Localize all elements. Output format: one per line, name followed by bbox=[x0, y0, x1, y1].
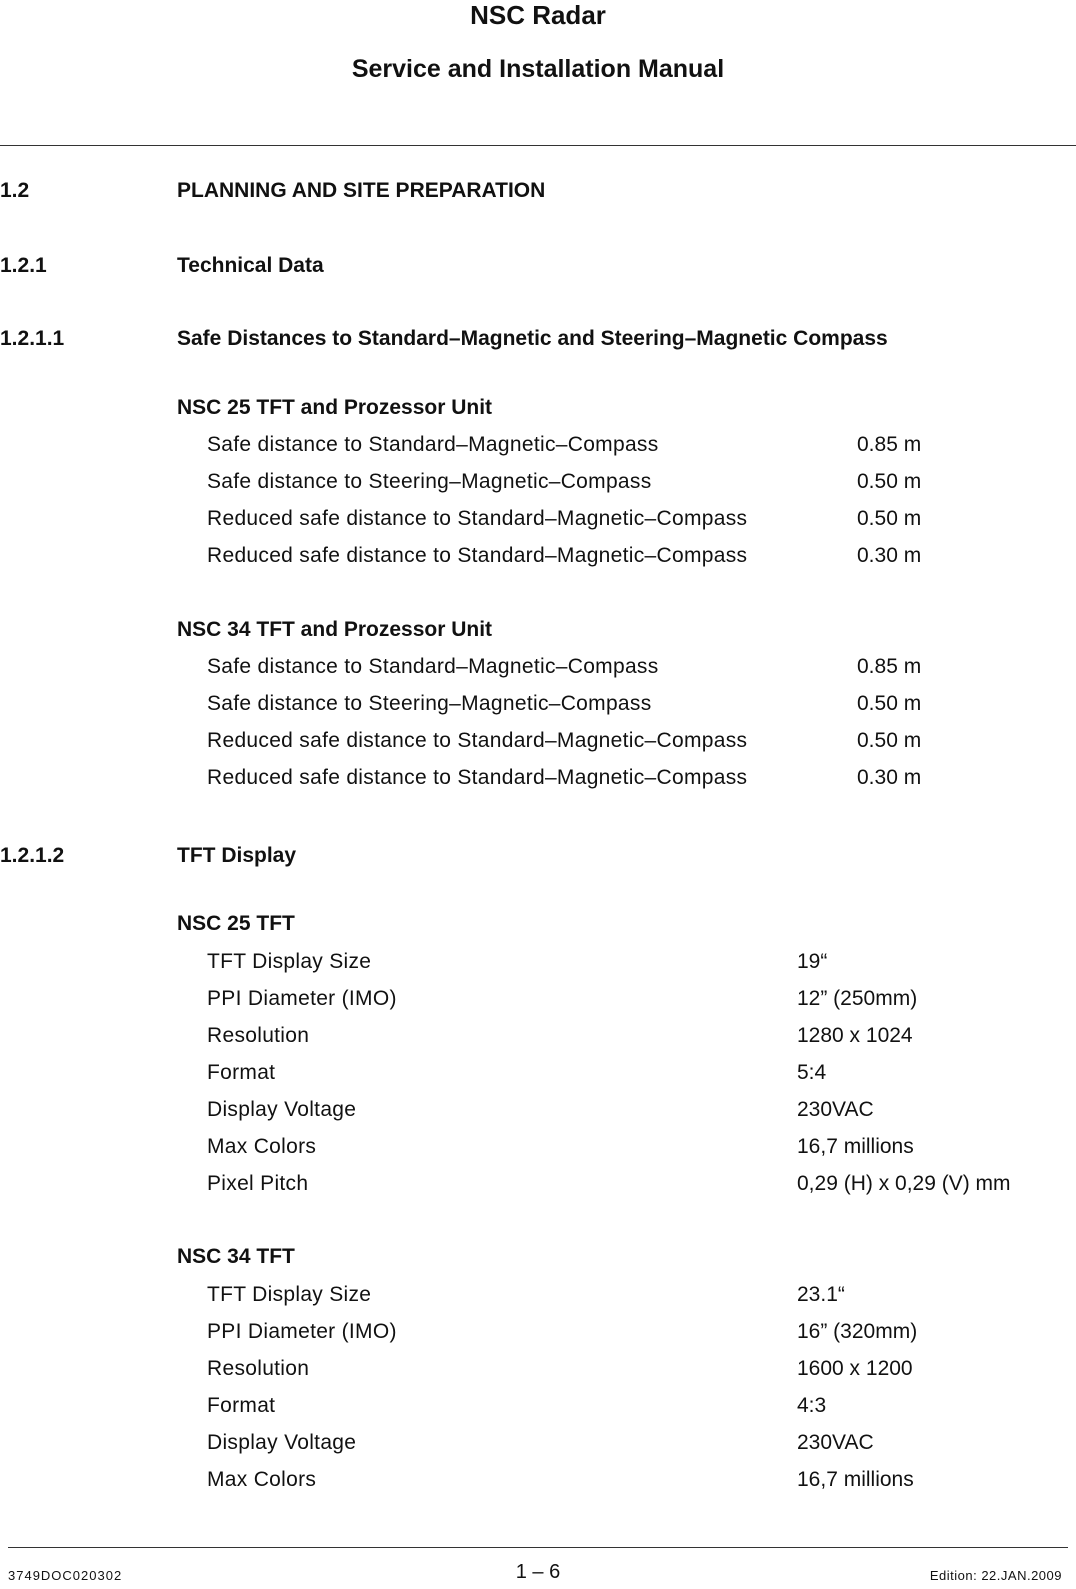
section-number-1-2-1-1: 1.2.1.1 bbox=[0, 327, 65, 350]
section-title-1-2-1: Technical Data bbox=[177, 254, 324, 277]
spec-row-value: 230VAC bbox=[797, 1431, 874, 1454]
compass-row-label: Reduced safe distance to Standard–Magnetic–Compass bbox=[207, 544, 748, 567]
group-title-nsc25-compass: NSC 25 TFT and Prozessor Unit bbox=[177, 396, 493, 419]
spec-row-label: Display Voltage bbox=[207, 1098, 357, 1121]
footer-divider bbox=[8, 1547, 1068, 1548]
section-title-1-2: PLANNING AND SITE PREPARATION bbox=[177, 179, 546, 202]
spec-row-label: TFT Display Size bbox=[207, 1283, 372, 1306]
spec-row-value: 19“ bbox=[797, 950, 828, 973]
document-title: NSC Radar bbox=[470, 0, 606, 30]
spec-row-value: 230VAC bbox=[797, 1098, 874, 1121]
spec-row-value: 1280 x 1024 bbox=[797, 1024, 913, 1047]
spec-row-value: 0,29 (H) x 0,29 (V) mm bbox=[797, 1172, 1011, 1195]
compass-row-label: Safe distance to Steering–Magnetic–Compass bbox=[207, 692, 652, 715]
spec-row-value: 4:3 bbox=[797, 1394, 827, 1417]
spec-row-value: 1600 x 1200 bbox=[797, 1357, 913, 1380]
spec-row-label: Display Voltage bbox=[207, 1431, 357, 1454]
footer-edition: Edition: 22.JAN.2009 bbox=[929, 1568, 1062, 1583]
section-number-1-2: 1.2 bbox=[0, 179, 30, 202]
compass-row-label: Safe distance to Standard–Magnetic–Compass bbox=[207, 655, 659, 678]
spec-row-label: Format bbox=[207, 1394, 276, 1417]
compass-row-label: Safe distance to Standard–Magnetic–Compass bbox=[207, 433, 659, 456]
spec-row-value: 12” (250mm) bbox=[797, 987, 918, 1010]
section-number-1-2-1: 1.2.1 bbox=[0, 254, 47, 277]
spec-row-value: 5:4 bbox=[797, 1061, 827, 1084]
compass-row-value: 0.50 m bbox=[857, 692, 922, 715]
spec-row-label: PPI Diameter (IMO) bbox=[207, 987, 397, 1010]
compass-row-value: 0.50 m bbox=[857, 507, 922, 530]
spec-row-label: Max Colors bbox=[207, 1135, 317, 1158]
spec-row-value: 16,7 millions bbox=[797, 1135, 914, 1158]
document-subtitle: Service and Installation Manual bbox=[351, 55, 725, 83]
spec-row-label: Max Colors bbox=[207, 1468, 317, 1491]
footer-document-id: 3749DOC020302 bbox=[8, 1568, 123, 1583]
spec-row-value: 23.1“ bbox=[797, 1283, 845, 1306]
footer-page-number: 1 – 6 bbox=[515, 1561, 561, 1583]
group-title-nsc34-tft: NSC 34 TFT bbox=[177, 1245, 295, 1268]
spec-row-label: TFT Display Size bbox=[207, 950, 372, 973]
compass-row-value: 0.30 m bbox=[857, 544, 922, 567]
header-divider bbox=[0, 145, 1076, 146]
spec-row-label: Resolution bbox=[207, 1024, 310, 1047]
section-title-1-2-1-1: Safe Distances to Standard–Magnetic and Steering–Magnetic Compass bbox=[177, 327, 888, 350]
group-title-nsc25-tft: NSC 25 TFT bbox=[177, 912, 295, 935]
section-title-1-2-1-2: TFT Display bbox=[177, 844, 297, 867]
spec-row-value: 16,7 millions bbox=[797, 1468, 914, 1491]
spec-row-label: PPI Diameter (IMO) bbox=[207, 1320, 397, 1343]
compass-row-value: 0.85 m bbox=[857, 433, 922, 456]
compass-row-value: 0.50 m bbox=[857, 729, 922, 752]
compass-row-label: Reduced safe distance to Standard–Magnetic–Compass bbox=[207, 729, 748, 752]
compass-row-label: Safe distance to Steering–Magnetic–Compass bbox=[207, 470, 652, 493]
spec-row-label: Format bbox=[207, 1061, 276, 1084]
compass-row-label: Reduced safe distance to Standard–Magnetic–Compass bbox=[207, 766, 748, 789]
section-number-1-2-1-2: 1.2.1.2 bbox=[0, 844, 65, 867]
group-title-nsc34-compass: NSC 34 TFT and Prozessor Unit bbox=[177, 618, 493, 641]
compass-row-label: Reduced safe distance to Standard–Magnetic–Compass bbox=[207, 507, 748, 530]
compass-row-value: 0.30 m bbox=[857, 766, 922, 789]
compass-row-value: 0.50 m bbox=[857, 470, 922, 493]
spec-row-value: 16” (320mm) bbox=[797, 1320, 918, 1343]
spec-row-label: Resolution bbox=[207, 1357, 310, 1380]
spec-row-label: Pixel Pitch bbox=[207, 1172, 309, 1195]
compass-row-value: 0.85 m bbox=[857, 655, 922, 678]
